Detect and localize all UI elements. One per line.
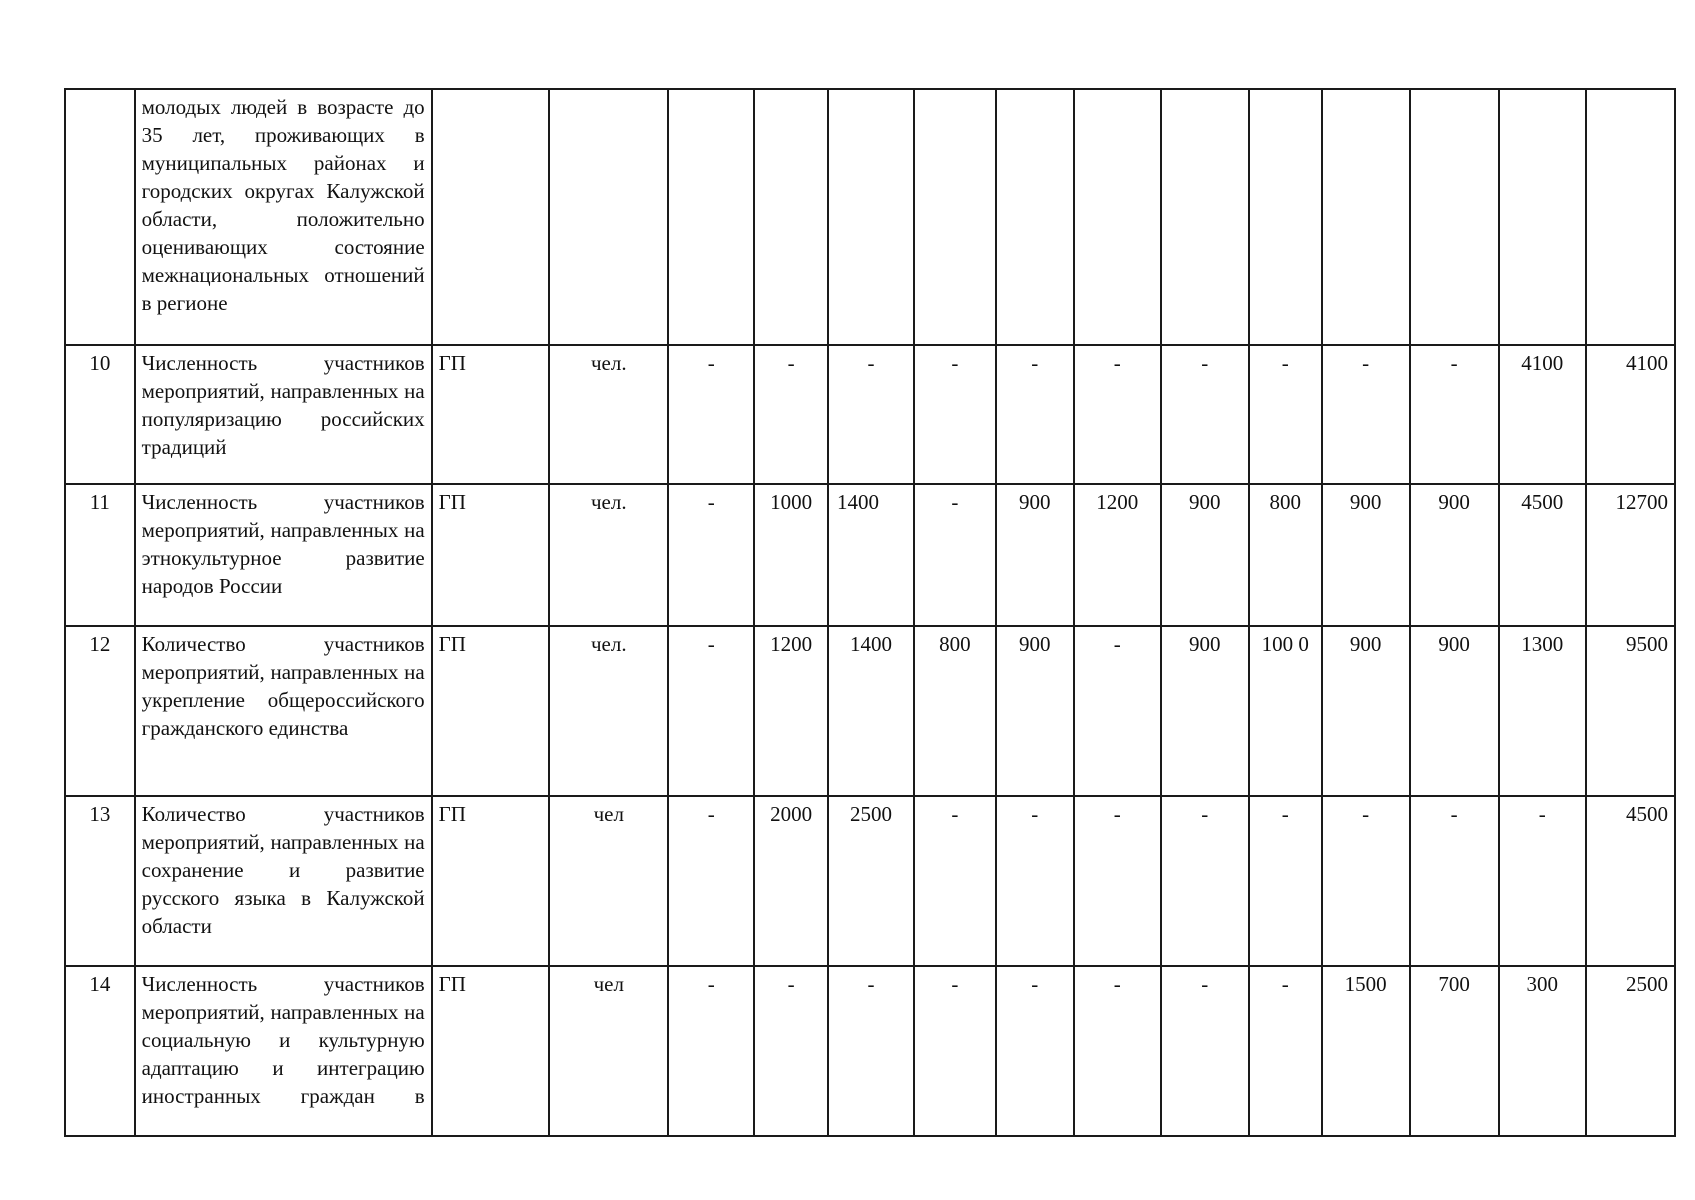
value-cell: 1000 bbox=[754, 484, 828, 626]
value-cell: 900 bbox=[1322, 626, 1410, 796]
total-cell: 12700 bbox=[1586, 484, 1675, 626]
table-row bbox=[65, 966, 1675, 1136]
value-cell: 2500 bbox=[828, 796, 914, 966]
value-cell: - bbox=[996, 966, 1074, 1136]
indicator-name-cell: Количество участников мероприятий, направленных на укрепление общероссийского гражданского единства bbox=[135, 626, 432, 796]
table-row bbox=[65, 626, 1675, 796]
total-cell: 4500 bbox=[1586, 796, 1675, 966]
unit-cell: чел. bbox=[549, 626, 668, 796]
value-cell: - bbox=[1074, 626, 1161, 796]
value-cell: - bbox=[1322, 796, 1410, 966]
value-cell: - bbox=[914, 484, 996, 626]
unit-cell: чел. bbox=[549, 484, 668, 626]
value-cell: - bbox=[754, 966, 828, 1136]
table-row bbox=[65, 796, 1675, 966]
value-cell: - bbox=[1249, 966, 1322, 1136]
value-cell: 4100 bbox=[1499, 345, 1586, 484]
value-cell: - bbox=[1161, 796, 1249, 966]
value-cell: - bbox=[1074, 796, 1161, 966]
value-cell: 900 bbox=[1161, 626, 1249, 796]
value-cell bbox=[996, 89, 1074, 345]
indicator-name-cell: Численность участников мероприятий, направленных на этнокультурное развитие народов России bbox=[135, 484, 432, 626]
source-cell: ГП bbox=[432, 484, 550, 626]
value-cell: - bbox=[828, 345, 914, 484]
value-cell: - bbox=[914, 966, 996, 1136]
value-cell: 900 bbox=[1322, 484, 1410, 626]
value-cell: - bbox=[1161, 966, 1249, 1136]
value-cell: - bbox=[668, 966, 754, 1136]
value-cell: - bbox=[996, 796, 1074, 966]
value-cell: 1300 bbox=[1499, 626, 1586, 796]
value-cell: 4500 bbox=[1499, 484, 1586, 626]
table-row bbox=[65, 89, 1675, 345]
value-cell: - bbox=[668, 796, 754, 966]
value-cell: 1400 bbox=[828, 484, 914, 626]
value-cell bbox=[1074, 89, 1161, 345]
source-cell bbox=[432, 89, 550, 345]
row-number-cell bbox=[65, 89, 135, 345]
value-cell: - bbox=[996, 345, 1074, 484]
unit-cell: чел bbox=[549, 966, 668, 1136]
unit-cell: чел. bbox=[549, 345, 668, 484]
value-cell: - bbox=[914, 345, 996, 484]
value-cell: 900 bbox=[1410, 626, 1499, 796]
value-cell: - bbox=[1499, 796, 1586, 966]
row-number-cell: 14 bbox=[65, 966, 135, 1136]
table-body bbox=[65, 89, 1675, 1136]
unit-cell bbox=[549, 89, 668, 345]
row-number-cell: 13 bbox=[65, 796, 135, 966]
source-cell: ГП bbox=[432, 966, 550, 1136]
value-cell: 900 bbox=[1410, 484, 1499, 626]
total-cell: 4100 bbox=[1586, 345, 1675, 484]
value-cell: - bbox=[1074, 966, 1161, 1136]
row-number-cell: 12 bbox=[65, 626, 135, 796]
total-cell: 2500 bbox=[1586, 966, 1675, 1136]
value-cell: 1200 bbox=[1074, 484, 1161, 626]
value-cell: 1200 bbox=[754, 626, 828, 796]
source-cell: ГП bbox=[432, 796, 550, 966]
source-cell: ГП bbox=[432, 345, 550, 484]
value-cell: 800 bbox=[914, 626, 996, 796]
value-cell bbox=[1249, 89, 1322, 345]
value-cell: 800 bbox=[1249, 484, 1322, 626]
value-cell: - bbox=[1410, 345, 1499, 484]
value-cell: - bbox=[668, 345, 754, 484]
value-cell: 100 0 bbox=[1249, 626, 1322, 796]
value-cell: - bbox=[668, 484, 754, 626]
value-cell: 1500 bbox=[1322, 966, 1410, 1136]
value-cell bbox=[1499, 89, 1586, 345]
value-cell bbox=[754, 89, 828, 345]
value-cell bbox=[1410, 89, 1499, 345]
indicators-table bbox=[64, 88, 1676, 1137]
value-cell: 300 bbox=[1499, 966, 1586, 1136]
value-cell: - bbox=[668, 626, 754, 796]
value-cell: - bbox=[828, 966, 914, 1136]
value-cell bbox=[1586, 89, 1675, 345]
value-cell: - bbox=[1249, 796, 1322, 966]
indicator-name-cell: Количество участников мероприятий, направленных на сохранение и развитие русского языка в Калужской области bbox=[135, 796, 432, 966]
indicator-name-cell: Численность участников мероприятий, направленных на социальную и культурную адаптацию и интеграцию иностранных граждан в bbox=[135, 966, 432, 1136]
value-cell bbox=[914, 89, 996, 345]
value-cell: 700 bbox=[1410, 966, 1499, 1136]
value-cell bbox=[828, 89, 914, 345]
value-cell: 900 bbox=[1161, 484, 1249, 626]
value-cell: - bbox=[754, 345, 828, 484]
table-row bbox=[65, 484, 1675, 626]
value-cell bbox=[668, 89, 754, 345]
value-cell bbox=[1322, 89, 1410, 345]
value-cell: 1400 bbox=[828, 626, 914, 796]
total-cell: 9500 bbox=[1586, 626, 1675, 796]
value-cell: 900 bbox=[996, 626, 1074, 796]
indicator-name-cell: Численность участников мероприятий, направленных на популяризацию российских традиций bbox=[135, 345, 432, 484]
source-cell: ГП bbox=[432, 626, 550, 796]
value-cell: - bbox=[1322, 345, 1410, 484]
unit-cell: чел bbox=[549, 796, 668, 966]
indicator-name-cell: молодых людей в возрасте до 35 лет, проживающих в муниципальных районах и городских округах Калужской области, положительно оценивающих состояние межнациональных отношений в регионе bbox=[135, 89, 432, 345]
row-number-cell: 10 bbox=[65, 345, 135, 484]
value-cell: - bbox=[1074, 345, 1161, 484]
value-cell: 900 bbox=[996, 484, 1074, 626]
value-cell: - bbox=[914, 796, 996, 966]
value-cell: - bbox=[1410, 796, 1499, 966]
row-number-cell: 11 bbox=[65, 484, 135, 626]
table-row bbox=[65, 345, 1675, 484]
value-cell: 2000 bbox=[754, 796, 828, 966]
value-cell: - bbox=[1161, 345, 1249, 484]
value-cell bbox=[1161, 89, 1249, 345]
value-cell: - bbox=[1249, 345, 1322, 484]
